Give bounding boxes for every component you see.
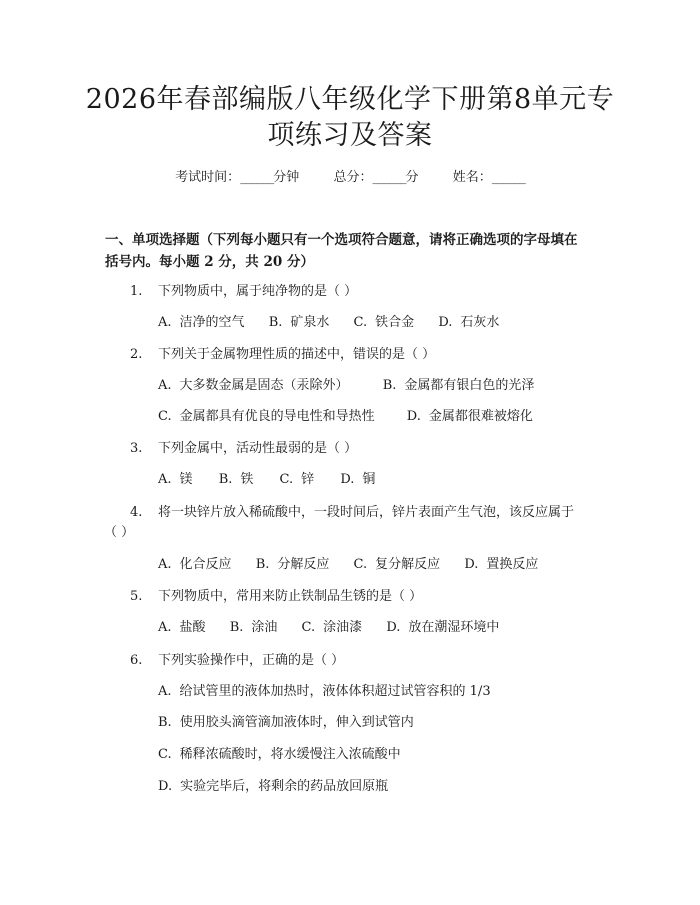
option: C. 涂油漆 (301, 620, 363, 635)
question-text-line1: 将一块锌片放入稀硫酸中，一段时间后，锌片表面产生气泡，该反应属于 (158, 505, 575, 520)
option: A. 镁 (158, 472, 193, 487)
name-label: 姓名： (452, 170, 492, 185)
page-title-line1: 2026年春部编版八年级化学下册第8单元专 (85, 84, 615, 115)
section-heading-line1: 一、单项选择题（下列每小题只有一个选项符合题意，请将正确选项的字母填在 (105, 232, 578, 248)
option: C. 金属都具有优良的导电性和导热性 (158, 409, 375, 424)
option: B. 矿泉水 (268, 315, 330, 330)
option: B. 金属都有银白色的光泽 (382, 378, 535, 393)
question-number: 5. (130, 589, 143, 604)
question-options (158, 618, 519, 638)
option: B. 涂油 (229, 620, 278, 635)
question-options (158, 313, 519, 333)
option: D. 实验完毕后，将剩余的药品放回原瓶 (158, 779, 389, 794)
option: C. 铁合金 (353, 315, 415, 330)
option: D. 置换反应 (464, 557, 539, 572)
question-options (158, 555, 558, 575)
option: D. 金属都很难被熔化 (406, 409, 533, 424)
question-text-line2: （ ） (104, 525, 135, 540)
option: A. 洁净的空气 (158, 315, 245, 330)
time-unit: 分钟 (273, 170, 300, 185)
page-title-line2: 项练习及答案 (267, 120, 433, 151)
option: D. 铜 (340, 472, 376, 487)
time-label: 考试时间： (175, 170, 241, 185)
exam-meta (0, 168, 700, 188)
question-number: 3. (130, 441, 143, 456)
option: B. 使用胶头滴管滴加液体时，伸入到试管内 (158, 715, 414, 730)
option: A. 化合反应 (158, 557, 232, 572)
section-heading-line2: 括号内。每小题 2 分，共 20 分） (105, 254, 314, 270)
option: D. 石灰水 (438, 315, 500, 330)
question-options (158, 407, 553, 427)
question-number: 2. (130, 347, 143, 362)
question-text: 下列金属中，活动性最弱的是（ ） (158, 441, 358, 456)
option: B. 铁 (218, 472, 254, 487)
time-blank: ______ (240, 170, 274, 185)
question-text: 下列实验操作中，正确的是（ ） (158, 653, 345, 668)
score-unit: 分 (405, 170, 419, 185)
option: C. 稀释浓硫酸时，将水缓慢注入浓硫酸中 (158, 747, 401, 762)
question-number: 1. (130, 284, 143, 299)
option: A. 大多数金属是固态（汞除外） (158, 378, 349, 393)
question-text: 下列物质中，属于纯净物的是（ ） (158, 284, 358, 299)
question-options (158, 376, 554, 396)
name-blank: ______ (491, 170, 525, 185)
option: C. 复分解反应 (353, 557, 441, 572)
option: B. 分解反应 (255, 557, 330, 572)
score-label: 总分： (333, 170, 373, 185)
score-blank: ______ (372, 170, 406, 185)
option: D. 放在潮湿环境中 (386, 620, 500, 635)
option: C. 锌 (279, 472, 315, 487)
option: A. 给试管里的液体加热时，液体体积超过试管容积的 1/3 (158, 684, 491, 699)
question-number: 4. (130, 505, 143, 520)
question-number: 6. (130, 653, 143, 668)
question-options (158, 470, 395, 490)
question-text: 下列物质中，常用来防止铁制品生锈的是（ ） (158, 589, 423, 604)
question-text: 下列关于金属物理性质的描述中，错误的是（ ） (158, 347, 436, 362)
option: A. 盐酸 (158, 620, 206, 635)
